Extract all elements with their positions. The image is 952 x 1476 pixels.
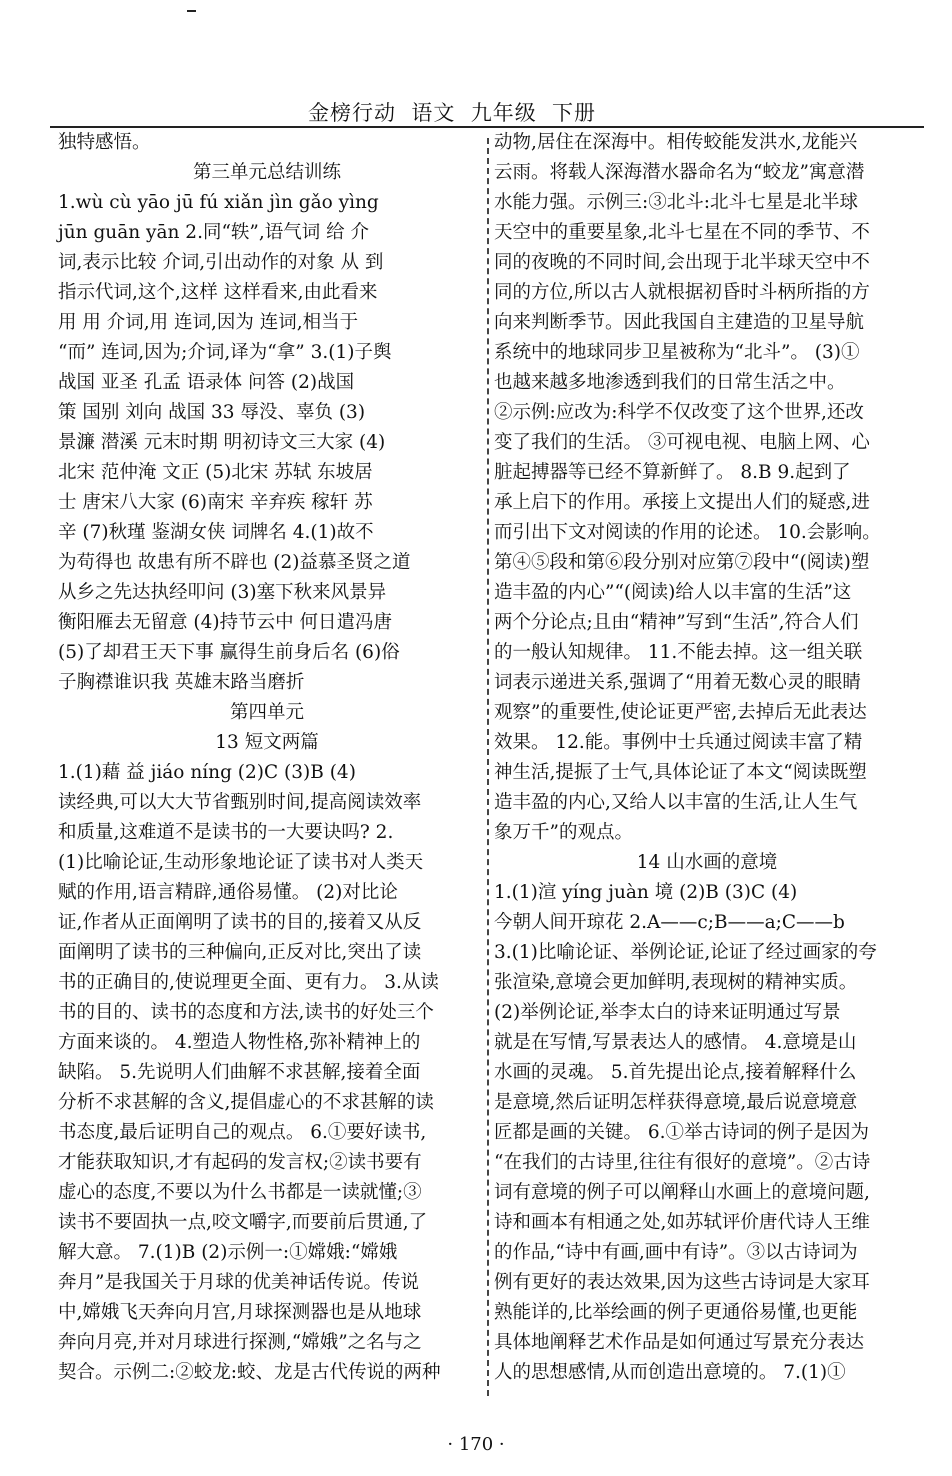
text-line: (2)举例论证,举李太白的诗来证明通过写景 bbox=[494, 1002, 841, 1023]
text-line: 同的夜晚的不同时间,会出现于北半球天空中不 bbox=[494, 252, 870, 273]
text-line: 动物,居住在深海中。相传蛟能发洪水,龙能兴 bbox=[494, 132, 858, 153]
page-header-title: 金榜行动 语文 九年级 下册 bbox=[308, 101, 597, 125]
scan-mark bbox=[187, 10, 196, 12]
text-line: 辛 (7)秋瑾 鉴湖女侠 词牌名 4.(1)故不 bbox=[58, 522, 374, 543]
right-column bbox=[494, 128, 920, 1388]
text-line: 证,作者从正面阐明了读书的目的,接着又从反 bbox=[58, 912, 422, 933]
text-line: 缺陷。 5.先说明人们曲解不求甚解,接着全面 bbox=[58, 1062, 421, 1083]
text-line: 士 唐宋八大家 (6)南宋 辛弃疾 稼轩 苏 bbox=[58, 492, 373, 513]
text-line: 象万千”的观点。 bbox=[494, 822, 633, 843]
text-line: 为苟得也 故患有所不辟也 (2)益慕圣贤之道 bbox=[58, 552, 411, 573]
text-line: “在我们的古诗里,往往有很好的意境”。②古诗 bbox=[494, 1152, 871, 1173]
text-line: 效果。 12.能。事例中士兵通过阅读丰富了精 bbox=[494, 732, 863, 753]
section-heading: 第四单元 bbox=[229, 702, 304, 723]
text-line: 人的思想感情,从而创造出意境的。 7.(1)① bbox=[494, 1362, 846, 1383]
text-line: 策 国别 刘向 战国 33 辱没、辜负 (3) bbox=[58, 402, 366, 423]
text-line: 词有意境的例子可以阐释山水画上的意境问题, bbox=[494, 1182, 870, 1203]
text-line: 北宋 范仲淹 文正 (5)北宋 苏轼 东坡居 bbox=[58, 462, 373, 483]
text-line: 就是在写情,写景表达人的感情。 4.意境是山 bbox=[494, 1032, 857, 1053]
text-line: 词表示递进关系,强调了“用着无数心灵的眼睛 bbox=[494, 672, 861, 693]
section-heading: 13 短文两篇 bbox=[215, 732, 319, 753]
text-line: 赋的作用,语言精辟,通俗易懂。 (2)对比论 bbox=[58, 882, 398, 903]
text-line: 脏起搏器等已经不算新鲜了。 8.B 9.起到了 bbox=[494, 462, 851, 483]
text-line: 今朝人间开琼花 2.A——c;B——a;C——b bbox=[494, 912, 845, 933]
text-line: 景濂 潜溪 元末时期 明初诗文三大家 (4) bbox=[58, 432, 386, 453]
text-line: 书的目的、读书的态度和方法,读书的好处三个 bbox=[58, 1002, 434, 1023]
text-line: 奔向月亮,并对月球进行探测,“嫦娥”之名与之 bbox=[58, 1332, 422, 1353]
text-line: 而引出下文对阅读的作用的论述。 10.会影响。 bbox=[494, 522, 881, 543]
text-line: 读经典,可以大大节省甄别时间,提高阅读效率 bbox=[58, 792, 422, 813]
text-line: 契合。示例二:②蛟龙:蛟、龙是古代传说的两种 bbox=[58, 1362, 441, 1383]
text-line: 和质量,这难道不是读书的一大要诀吗? 2. bbox=[58, 822, 394, 843]
text-line: 观察”的重要性,使论证更严密,去掉后无此表达 bbox=[494, 702, 867, 723]
text-line: 承上启下的作用。承接上文提出人们的疑惑,进 bbox=[494, 492, 870, 513]
text-line: (5)了却君王天下事 赢得生前身后名 (6)俗 bbox=[58, 642, 400, 663]
text-line: 用 用 介词,用 连词,因为 连词,相当于 bbox=[58, 312, 359, 333]
text-line: 水画的灵魂。 5.首先提出论点,接着解释什么 bbox=[494, 1062, 857, 1083]
text-line: 奔月”是我国关于月球的优美神话传说。传说 bbox=[58, 1272, 419, 1293]
text-line: 书的正确目的,使说理更全面、更有力。 3.从读 bbox=[58, 972, 439, 993]
text-line: 3.(1)比喻论证、举例论证,论证了经过画家的夸 bbox=[494, 942, 877, 963]
text-line: 才能获取知识,才有起码的发言权;②读书要有 bbox=[58, 1152, 422, 1173]
section-heading: 第三单元总结训练 bbox=[192, 162, 341, 183]
text-line: 云雨。将载人深海潜水器命名为“蛟龙”寓意潜 bbox=[494, 162, 865, 183]
text-line: 神生活,提振了士气,具体论证了本文“阅读既塑 bbox=[494, 762, 867, 783]
text-line: 熟能详的,比举绘画的例子更通俗易懂,也更能 bbox=[494, 1302, 858, 1323]
text-line: 指示代词,这个,这样 这样看来,由此看来 bbox=[58, 282, 378, 303]
text-line: 词,表示比较 介词,引出动作的对象 从 到 bbox=[58, 252, 384, 273]
text-line: 从乡之先达执经叩问 (3)塞下秋来风景异 bbox=[58, 582, 387, 603]
text-line: 匠都是画的关键。 6.①举古诗词的例子是因为 bbox=[494, 1122, 870, 1143]
text-line: 也越来越多地渗透到我们的日常生活之中。 bbox=[494, 372, 846, 393]
text-line: 中,嫦娥飞天奔向月宫,月球探测器也是从地球 bbox=[58, 1302, 422, 1323]
text-line: 同的方位,所以古人就根据初昏时斗柄所指的方 bbox=[494, 282, 870, 303]
left-column bbox=[58, 128, 476, 1388]
text-line: “而” 连词,因为;介词,译为“拿” 3.(1)子舆 bbox=[58, 342, 392, 363]
text-line: 造丰盈的内心”“(阅读)给人以丰富的生活”这 bbox=[494, 582, 852, 603]
text-line: 方面来谈的。 4.塑造人物性格,弥补精神上的 bbox=[58, 1032, 421, 1053]
text-line: 张渲染,意境会更加鲜明,表现树的精神实质。 bbox=[494, 972, 858, 993]
text-line: 例有更好的表达效果,因为这些古诗词是大家耳 bbox=[494, 1272, 870, 1293]
text-line: (1)比喻论证,生动形象地论证了读书对人类天 bbox=[58, 852, 424, 873]
text-line: 分析不求甚解的含义,提倡虚心的不求甚解的读 bbox=[58, 1092, 434, 1113]
text-line: ②示例:应改为:科学不仅改变了这个世界,还改 bbox=[494, 402, 864, 423]
text-line: 1.wù cù yāo jū fú xiǎn jìn gǎo yìng bbox=[58, 192, 379, 213]
text-line: 两个分论点;且由“精神”写到“生活”,符合人们 bbox=[494, 612, 859, 633]
text-line: 的作品,“诗中有画,画中有诗”。③以古诗词为 bbox=[494, 1242, 858, 1263]
text-line: 系统中的地球同步卫星被称为“北斗”。 (3)① bbox=[494, 342, 860, 363]
text-line: 变了我们的生活。 ③可视电视、电脑上网、心 bbox=[494, 432, 870, 453]
text-line: 虚心的态度,不要以为什么书都是一读就懂;③ bbox=[58, 1182, 422, 1203]
text-line: 的一般认知规律。 11.不能去掉。这一组关联 bbox=[494, 642, 863, 663]
text-line: 天空中的重要星象,北斗七星在不同的季节、不 bbox=[494, 222, 870, 243]
text-line: 面阐明了读书的三种偏向,正反对比,突出了读 bbox=[58, 942, 422, 963]
text-line: 1.(1)渲 yíng juàn 境 (2)B (3)C (4) bbox=[494, 882, 798, 903]
text-line: 子胸襟谁识我 英雄末路当磨折 bbox=[58, 672, 305, 693]
text-line: 诗和画本有相通之处,如苏轼评价唐代诗人王维 bbox=[494, 1212, 870, 1233]
section-heading: 14 山水画的意境 bbox=[636, 852, 778, 873]
text-line: 具体地阐释艺术作品是如何通过写景充分表达 bbox=[494, 1332, 865, 1353]
text-line: 衡阳雁去无留意 (4)持节云中 何日遣冯唐 bbox=[58, 612, 392, 633]
column-divider bbox=[487, 138, 489, 1396]
text-line: 第④⑤段和第⑥段分别对应第⑦段中“(阅读)塑 bbox=[494, 552, 870, 573]
text-line: 1.(1)藉 益 jiáo níng (2)C (3)B (4) bbox=[58, 762, 356, 783]
text-line: 读书不要固执一点,咬文嚼字,而要前后贯通,了 bbox=[58, 1212, 428, 1233]
text-line: 独特感悟。 bbox=[58, 132, 151, 153]
text-line: 水能力强。示例三:③北斗:北斗七星是北半球 bbox=[494, 192, 858, 213]
text-line: 向来判断季节。因此我国自主建造的卫星导航 bbox=[494, 312, 865, 333]
text-line: 造丰盈的内心,又给人以丰富的生活,让人生气 bbox=[494, 792, 858, 813]
text-line: 解大意。 7.(1)B (2)示例一:①嫦娥:“嫦娥 bbox=[58, 1242, 398, 1263]
text-line: 是意境,然后证明怎样获得意境,最后说意境意 bbox=[494, 1092, 858, 1113]
text-line: 书态度,最后证明自己的观点。 6.①要好读书, bbox=[58, 1122, 427, 1143]
text-line: jūn guān yān 2.同“轶”,语气词 给 介 bbox=[58, 222, 370, 243]
text-line: 战国 亚圣 孔孟 语录体 问答 (2)战国 bbox=[58, 372, 355, 393]
page-number: · 170 · bbox=[447, 1434, 505, 1455]
